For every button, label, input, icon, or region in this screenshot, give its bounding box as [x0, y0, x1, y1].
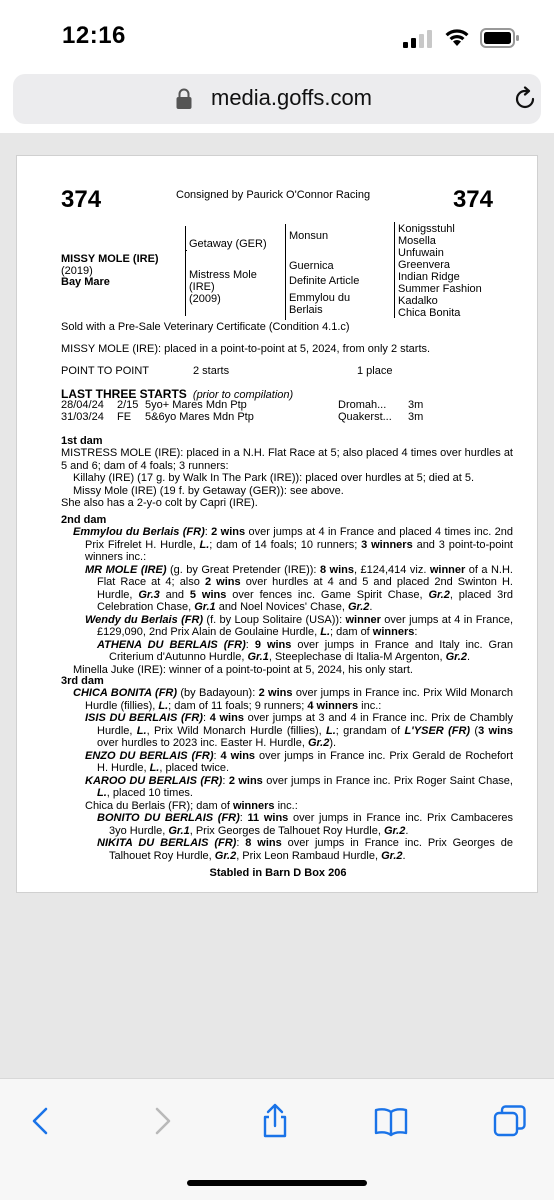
text-run: (g. by Great Pretender (IRE)): [166, 563, 320, 576]
text-run: 2 wins [211, 526, 246, 538]
text-run: . [402, 849, 406, 862]
text-run: ( [470, 724, 479, 737]
second-dam-title: 2nd dam [61, 514, 107, 526]
text-run: over hurdles to 2023 inc. Easter H. Hurdle, [97, 737, 308, 749]
pedigree-dam-dam-line2: Berlais [289, 304, 323, 316]
pedigree-dam-line1: Mistress Mole [189, 269, 257, 281]
text-run: , placed 10 times. [106, 787, 193, 799]
text-run: Gr.2 [307, 737, 330, 749]
entry-isis [61, 712, 513, 750]
text-run: L. [199, 538, 210, 551]
pedigree-g7: Kadalko [398, 295, 438, 307]
battery-icon [480, 28, 520, 48]
text-run: : [213, 749, 221, 762]
text-run: , £124,414 viz. [354, 563, 430, 576]
text-run: Gr.1 [168, 824, 190, 837]
vet-certificate: Sold with a Pre-Sale Veterinary Certificate (Condition 4.1.c) [61, 321, 350, 333]
tabs-icon[interactable] [492, 1103, 528, 1139]
first-dam-p4: She also has a 2-y-o colt by Capri (IRE). [61, 497, 258, 509]
text-run: Gr.2 [214, 849, 237, 862]
start-row-pos: 2/15 [117, 399, 139, 411]
text-run: , Steeplechase di Italia-M Argenton, [268, 651, 446, 663]
text-run: over fences inc. Game Spirit Chase, [226, 588, 429, 601]
third-dam-text [61, 687, 513, 862]
text-run: 2 wins [258, 687, 293, 699]
horse-year: (2019) [61, 265, 93, 277]
start-row-race: 5&6yo Mares Mdn Ptp [145, 411, 254, 423]
text-run: ; dam of 14 foals; 10 runners; [209, 538, 362, 551]
text-run: 5 wins [189, 588, 227, 601]
text-run: ISIS DU BERLAIS (FR) [85, 712, 203, 724]
text-run: winners [372, 626, 415, 638]
text-run: Wendy du Berlais (FR) [85, 613, 204, 626]
lot-number-left: 374 [61, 186, 102, 213]
text-run: Gr.2 [445, 651, 467, 663]
reload-icon[interactable] [512, 86, 538, 112]
text-run: : [245, 638, 255, 651]
text-run: L. [320, 626, 330, 638]
text-run: over jumps at 4 in France, £129,090, 2nd Prix Alain de Goulaine Hurdle, [97, 613, 513, 638]
start-row-dist: 3m [408, 411, 424, 423]
pedigree-dam-sire: Definite Article [289, 275, 360, 287]
text-run: winner [345, 613, 381, 626]
status-bar [0, 0, 554, 70]
start-row-date: 31/03/24 [61, 411, 104, 423]
lock-icon [175, 88, 193, 110]
text-run: ; dam of [330, 626, 373, 638]
text-run: L. [97, 787, 107, 799]
share-icon[interactable] [257, 1103, 293, 1139]
text-run: inc.: [274, 799, 298, 812]
entry-emmylou [61, 526, 513, 564]
text-run: over jumps in France inc. Prix Wild Monarch Hurdle (fillies), [85, 687, 513, 712]
text-run: over jumps in France and Italy inc. Gran Criterium d'Autunno Hurdle, [109, 638, 514, 663]
start-row-dist: 3m [408, 399, 424, 411]
text-run: Gr.1 [247, 651, 269, 663]
text-run: , Prix Leon Rambaud Hurdle, [236, 849, 382, 862]
status-time: 12:16 [62, 22, 126, 49]
entry-enzo [61, 750, 513, 775]
text-run: 4 winners [307, 699, 359, 712]
start-row-course: Dromah... [338, 399, 387, 411]
wifi-icon [444, 27, 470, 47]
text-run: Gr.1 [194, 601, 216, 613]
text-run: of a N.H. Flat Race at 4; also [97, 563, 513, 588]
entry-mr-mole [61, 564, 513, 614]
third-dam-title: 3rd dam [61, 675, 104, 687]
text-run: . [405, 824, 409, 837]
entry-chica-du-berlais [61, 800, 513, 813]
entry-chica [61, 687, 513, 712]
text-run: Gr.2 [381, 849, 403, 862]
pedigree-g5: Indian Ridge [398, 271, 460, 283]
pedigree-dam-line3: (2009) [189, 293, 221, 305]
text-run: : [204, 526, 212, 538]
text-run: KAROO DU BERLAIS (FR) [85, 774, 223, 787]
stabled-line: Stabled in Barn D Box 206 [209, 867, 347, 879]
entry-minella: Minella Juke (IRE): winner of a point-to-point at 5, 2024, his only start. [73, 663, 413, 676]
cellular-signal-icon [403, 30, 435, 48]
text-run: : [222, 774, 229, 787]
text-run: over jumps at 3 and 4 in France inc. Prix de Chambly Hurdle, [97, 712, 513, 737]
second-dam-text [61, 526, 513, 676]
last-three-note: (prior to compilation) [192, 389, 294, 401]
text-run: Gr.2 [383, 824, 406, 837]
pedigree-g3: Unfuwain [398, 247, 444, 259]
first-dam-title: 1st dam [61, 435, 103, 447]
pedigree-g2: Mosella [398, 235, 436, 247]
text-run: inc.: [358, 699, 382, 712]
text-run: over jumps at 4 in France and placed 4 times inc. 2nd Prix Fifrelet H. Hurdle, [85, 526, 513, 551]
text-run: , placed 3rd Celebration Chase, [97, 588, 514, 613]
home-indicator[interactable] [187, 1180, 367, 1186]
text-run: ENZO DU BERLAIS (FR) [85, 749, 214, 762]
entry-athena [61, 639, 513, 664]
start-row-pos: FE [117, 411, 132, 423]
text-run: : [202, 712, 210, 724]
text-run: L. [158, 699, 169, 712]
text-run: 8 wins [319, 563, 354, 576]
pedigree-g6: Summer Fashion [398, 283, 482, 295]
text-run: winner [429, 563, 466, 576]
text-run: L. [326, 724, 336, 737]
address-bar-area [0, 70, 554, 130]
entry-wendy [61, 614, 513, 639]
ptp-label: POINT TO POINT [61, 365, 150, 377]
text-run: 4 wins [220, 749, 256, 762]
text-run: 2 wins [228, 774, 263, 787]
ptp-starts: 2 starts [193, 365, 230, 377]
first-dam-p3: Missy Mole (IRE) (19 f. by Getaway (GER)): see above. [73, 484, 344, 497]
start-row-date: 28/04/24 [61, 399, 104, 411]
bookmarks-icon[interactable] [373, 1103, 409, 1139]
text-run: CHICA BONITA (FR) [73, 687, 178, 699]
text-run: Chica du Berlais (FR); dam of [85, 799, 233, 812]
text-run: . [466, 651, 471, 663]
text-run: 9 wins [254, 638, 292, 651]
text-run: ; grandam of [335, 724, 405, 737]
text-run: BONITO DU BERLAIS (FR) [97, 812, 240, 824]
horse-sex: Bay Mare [61, 276, 110, 288]
text-run: over jumps in France inc. Prix Georges de Talhouet Roy Hurdle, [109, 837, 514, 862]
text-run: over jumps in France inc. Prix Cambaceres 3yo Hurdle, [109, 812, 514, 837]
summary-line: MISSY MOLE (IRE): placed in a point-to-point at 5, 2024, from only 2 starts. [61, 343, 431, 355]
forward-icon[interactable] [143, 1103, 179, 1139]
text-run: over jumps in France inc. Prix Roger Saint Chase, [262, 774, 513, 787]
text-run: 11 wins [247, 812, 289, 824]
url-text: media.goffs.com [211, 85, 373, 110]
pedigree-sire-dam: Guernica [289, 260, 334, 272]
pedigree-sire: Getaway (GER) [189, 238, 267, 250]
text-run: and Noel Novices' Chase, [215, 601, 348, 613]
text-run: NIKITA DU BERLAIS (FR) [97, 837, 237, 849]
back-icon[interactable] [24, 1103, 60, 1139]
text-run: and 3 point-to-point winners inc.: [85, 538, 513, 563]
text-run: 8 wins [245, 837, 282, 849]
text-run: 3 wins [478, 724, 513, 737]
text-run: ). [329, 737, 337, 749]
text-run: winners [232, 799, 275, 812]
pedigree-dam-dam-line1: Emmylou du [289, 292, 351, 304]
catalogue-page [16, 155, 538, 893]
text-run: (by Badayoun): [177, 687, 259, 699]
address-bar[interactable] [13, 74, 541, 124]
entry-karoo [61, 775, 513, 800]
text-run: , placed twice. [159, 762, 230, 774]
text-run: and [159, 588, 190, 601]
text-run: over hurdles at 4 and 5 and placed 2nd Swinton H. Hurdle, [97, 576, 513, 601]
entry-nikita [61, 837, 513, 862]
entry-bonito [61, 812, 513, 837]
text-run: ATHENA DU BERLAIS (FR) [97, 638, 246, 651]
text-run: . [369, 601, 373, 613]
first-dam-p2: Killahy (IRE) (17 g. by Walk In The Park (IRE)): placed over hurdles at 5; died at 5. [73, 472, 475, 484]
text-run: ; dam of 11 foals; 9 runners; [168, 699, 308, 712]
text-run: Gr.3 [138, 588, 160, 601]
text-run: 2 wins [204, 576, 241, 588]
text-run: : [236, 837, 246, 849]
pedigree-sire-sire: Monsun [289, 230, 329, 242]
text-run: , Prix Wild Monarch Hurdle (fillies), [146, 724, 327, 737]
text-run: MR MOLE (IRE) [85, 563, 167, 576]
text-run: 4 wins [209, 712, 244, 724]
pedigree-g4: Greenvera [398, 259, 450, 271]
text-run: , Prix Georges de Talhouet Roy Hurdle, [189, 824, 384, 837]
text-run: Emmylou du Berlais (FR) [73, 526, 205, 538]
pedigree-dam-line2: (IRE) [189, 281, 215, 293]
text-run: 3 winners [361, 538, 413, 551]
start-row-race: 5yo+ Mares Mdn Ptp [145, 399, 247, 411]
text-run: (f. by Loup Solitaire (USA)): [203, 613, 346, 626]
lot-number-right: 374 [452, 186, 493, 213]
text-run: L. [149, 762, 160, 774]
text-run: L. [136, 724, 147, 737]
pedigree-g1: Konigsstuhl [398, 223, 455, 235]
pedigree-g8: Chica Bonita [398, 307, 461, 319]
last-three-title: LAST THREE STARTS [61, 387, 187, 401]
text-run: : [414, 626, 418, 638]
ptp-places: 1 place [357, 365, 393, 377]
text-run: L'YSER (FR) [404, 724, 471, 737]
text-run: over jumps in France inc. Prix Gerald de Rochefort H. Hurdle, [97, 749, 514, 774]
text-run: : [239, 812, 248, 824]
first-dam-text [61, 447, 513, 510]
start-row-course: Quakerst... [338, 411, 392, 423]
text-run: Gr.2 [428, 588, 450, 601]
consignor: Consigned by Paurick O'Connor Racing [176, 189, 371, 201]
text-run: Gr.2 [347, 601, 370, 613]
horse-name: MISSY MOLE (IRE) [61, 253, 159, 265]
first-dam-p1: MISTRESS MOLE (IRE): placed in a N.H. Flat Race at 5; also placed 4 times over hurdles at 5 and 6; dam of 4 foals; 3 runners: [61, 447, 513, 472]
